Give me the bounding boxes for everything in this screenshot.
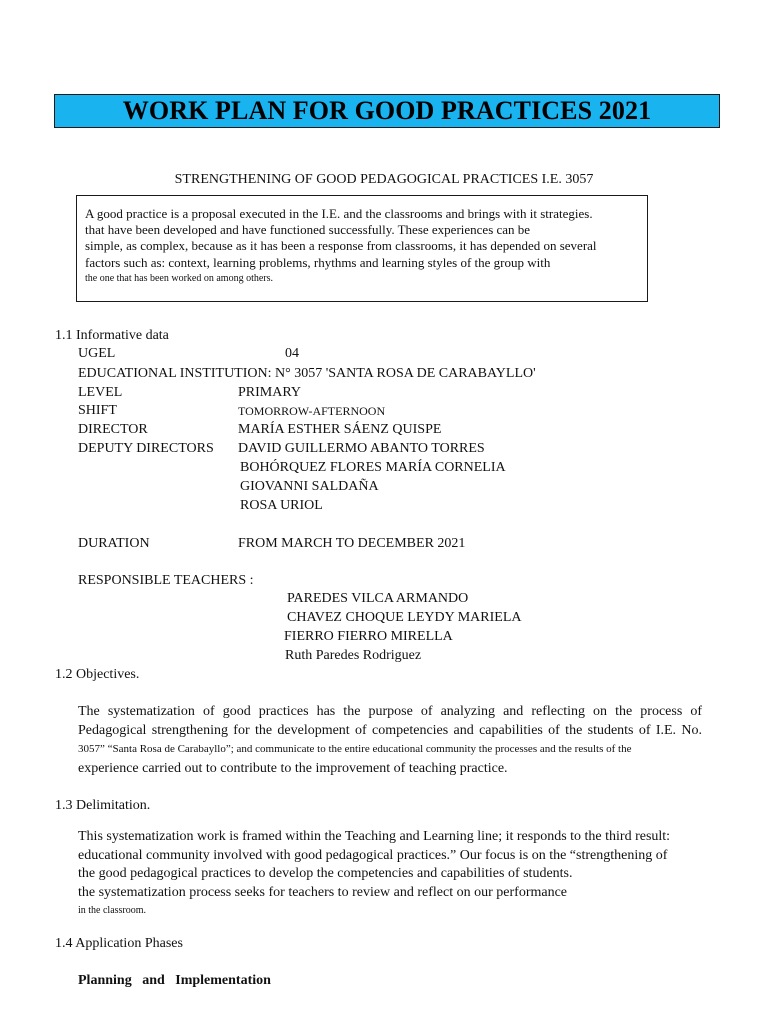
objectives-line: Pedagogical strengthening for the development of competencies and capabilities of the students of I.E. No. (78, 723, 702, 738)
intro-line: factors such as: context, learning problems, rhythms and learning styles of the group with (85, 255, 551, 270)
teacher-name: Ruth Paredes Rodriguez (285, 648, 422, 663)
intro-line: simple, as complex, because as it has been a response from classrooms, it has depended on several (85, 238, 597, 253)
field-label-duration: DURATION (78, 536, 150, 551)
field-value-deputy-director: ROSA URIOL (240, 498, 323, 513)
delimitation-line: This systematization work is framed within the Teaching and Learning line; it responds to the third result: (78, 829, 671, 844)
field-value-deputy-director: GIOVANNI SALDAÑA (240, 479, 379, 494)
field-label-director: DIRECTOR (78, 422, 148, 437)
field-label-level: LEVEL (78, 385, 123, 400)
section-heading-1-2: 1.2 Objectives. (55, 667, 140, 682)
field-label-ugel: UGEL (78, 346, 116, 361)
objectives-line: 3057” “Santa Rosa de Carabayllo”; and communicate to the entire educational community the processes and the results of the (78, 743, 632, 755)
field-value-deputy-director: DAVID GUILLERMO ABANTO TORRES (238, 441, 485, 456)
delimitation-line: the good pedagogical practices to develop the competencies and capabilities of students. (78, 866, 573, 881)
field-value-director: MARÍA ESTHER SÁENZ QUISPE (238, 422, 442, 437)
field-educational-institution: EDUCATIONAL INSTITUTION: N° 3057 'SANTA ROSA DE CARABAYLLO' (78, 366, 536, 381)
section-heading-1-4: 1.4 Application Phases (55, 936, 183, 951)
delimitation-line: educational community involved with good pedagogical practices.” Our focus is on the “strengthening of (78, 848, 668, 863)
intro-line: that have been developed and have functioned successfully. These experiences can be (85, 222, 531, 237)
document-title: WORK PLAN FOR GOOD PRACTICES 2021 (122, 96, 652, 125)
field-value-level: PRIMARY (238, 385, 302, 400)
objectives-line: experience carried out to contribute to the improvement of teaching practice. (78, 761, 508, 776)
teacher-name: FIERRO FIERRO MIRELLA (284, 629, 453, 644)
field-value-duration: FROM MARCH TO DECEMBER 2021 (238, 536, 466, 551)
intro-line: A good practice is a proposal executed in the I.E. and the classrooms and brings with it strategies. (85, 206, 593, 221)
field-value-deputy-director: BOHÓRQUEZ FLORES MARÍA CORNELIA (240, 460, 506, 475)
objectives-line: The systematization of good practices has the purpose of analyzing and reflecting on the process of (78, 704, 702, 719)
subheading-planning-implementation: Planning and Implementation (78, 973, 271, 988)
field-label-shift: SHIFT (78, 403, 117, 418)
teacher-name: PAREDES VILCA ARMANDO (287, 591, 469, 606)
field-value-ugel: 04 (285, 346, 299, 361)
field-label-responsible-teachers: RESPONSIBLE TEACHERS : (78, 573, 254, 588)
intro-line: the one that has been worked on among others. (85, 273, 274, 284)
title-banner (54, 94, 720, 128)
intro-box (76, 195, 648, 302)
field-value-shift: TOMORROW-AFTERNOON (238, 404, 386, 418)
delimitation-line: in the classroom. (78, 905, 147, 916)
section-heading-1-3: 1.3 Delimitation. (55, 798, 151, 813)
section-heading-1-1: 1.1 Informative data (55, 328, 169, 343)
delimitation-line: the systematization process seeks for teachers to review and reflect on our performance (78, 885, 568, 900)
document-subtitle: STRENGTHENING OF GOOD PEDAGOGICAL PRACTICES I.E. 3057 (174, 172, 594, 187)
field-label-deputy-directors: DEPUTY DIRECTORS (78, 441, 214, 456)
teacher-name: CHAVEZ CHOQUE LEYDY MARIELA (287, 610, 522, 625)
